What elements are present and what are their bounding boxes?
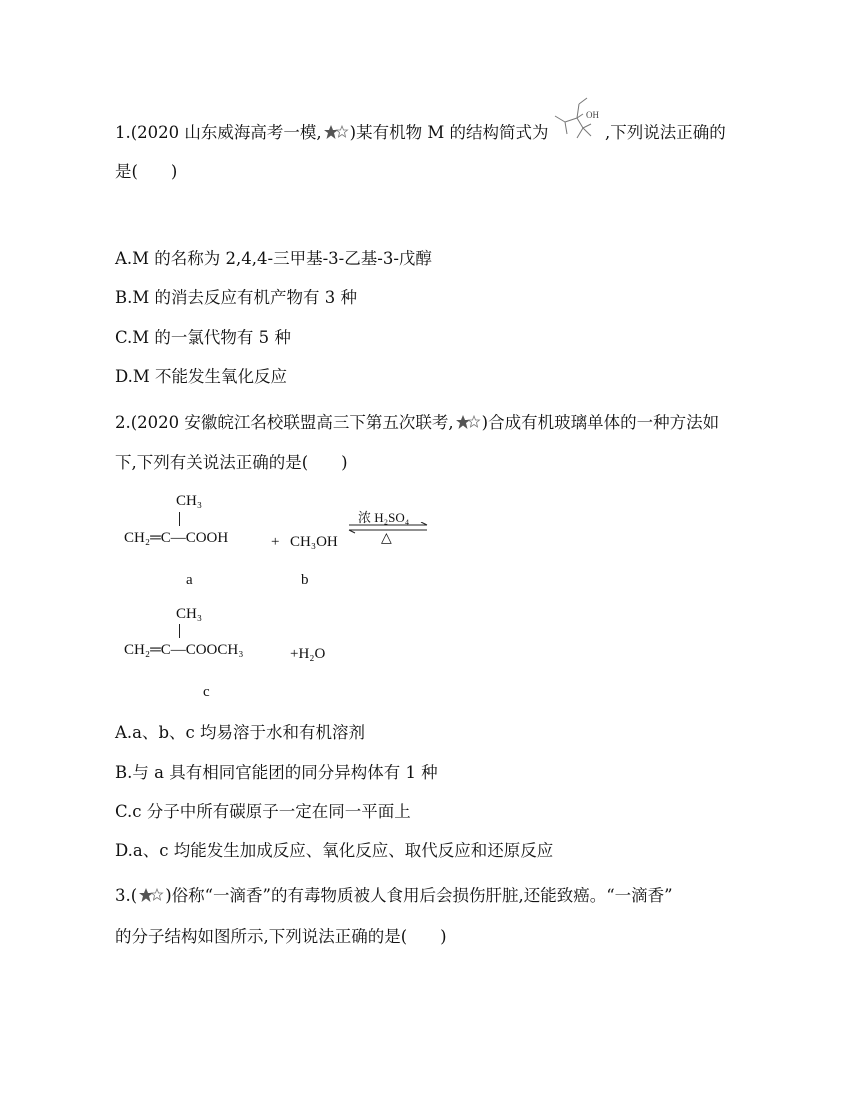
q1-option-b: B.M 的消去反应有机产物有 3 种 <box>115 288 357 307</box>
q3-number: 3.( <box>115 886 138 905</box>
q3-stem-text: )俗称“一滴香”的有毒物质被人食用后会损伤肝脏,还能致癌。“一滴香” <box>165 886 673 905</box>
reaction-condition-acid: 浓 H₂SO₄ <box>358 510 410 525</box>
q1-source: 1.(2020 山东威海高考一模, <box>115 123 322 142</box>
q2-stem-line1 <box>115 412 719 434</box>
q1-stem-line2: 是( ) <box>115 162 178 181</box>
product-water: +H₂O <box>290 646 326 662</box>
q1-option-c: C.M 的一氯代物有 5 种 <box>115 328 291 347</box>
product-c-formula: CH₂═C—COOCH₃ <box>124 642 244 658</box>
methyl-group-a: CH₃ <box>176 493 203 509</box>
plus-sign: + <box>271 534 280 550</box>
q2-option-b: B.与 a 具有相同官能团的同分异构体有 1 种 <box>115 763 438 782</box>
q1-stem-end: ,下列说法正确的 <box>605 123 726 142</box>
q2-option-a: A.a、b、c 均易溶于水和有机溶剂 <box>115 723 366 742</box>
q3-stem-line1 <box>115 885 673 907</box>
q2-option-c: C.c 分子中所有碳原子一定在同一平面上 <box>115 802 411 821</box>
q2-option-d: D.a、c 均能发生加成反应、氧化反应、取代反应和还原反应 <box>115 841 554 860</box>
label-b: b <box>301 572 309 588</box>
label-a: a <box>186 572 193 588</box>
difficulty-star-icon <box>323 124 349 140</box>
bond-line <box>179 624 180 638</box>
q1-oh-label: OH <box>586 110 599 120</box>
q1-option-d: D.M 不能发生氧化反应 <box>115 367 288 386</box>
q2-stem-text: )合成有机玻璃单体的一种方法如 <box>481 413 720 432</box>
reaction-condition-heat: △ <box>381 531 392 546</box>
reactant-a-formula: CH₂═C—COOH <box>124 530 229 546</box>
q1-option-a: A.M 的名称为 2,4,4-三甲基-3-乙基-3-戊醇 <box>115 249 432 268</box>
difficulty-star-icon <box>138 887 164 903</box>
q2-stem-line2: 下,下列有关说法正确的是( ) <box>115 453 348 472</box>
q1-stem-line1 <box>115 122 549 144</box>
q3-stem-line2: 的分子结构如图所示,下列说法正确的是( ) <box>115 927 447 946</box>
reactant-b-formula: CH₃OH <box>290 534 338 550</box>
difficulty-star-icon <box>455 414 481 430</box>
bond-line <box>179 512 180 526</box>
q2-source: 2.(2020 安徽皖江名校联盟高三下第五次联考, <box>115 413 454 432</box>
methyl-group-c: CH₃ <box>176 606 203 622</box>
label-c: c <box>203 684 210 700</box>
q1-stem-text: )某有机物 M 的结构简式为 <box>349 123 549 142</box>
q1-structure-molecule-m <box>553 90 605 142</box>
